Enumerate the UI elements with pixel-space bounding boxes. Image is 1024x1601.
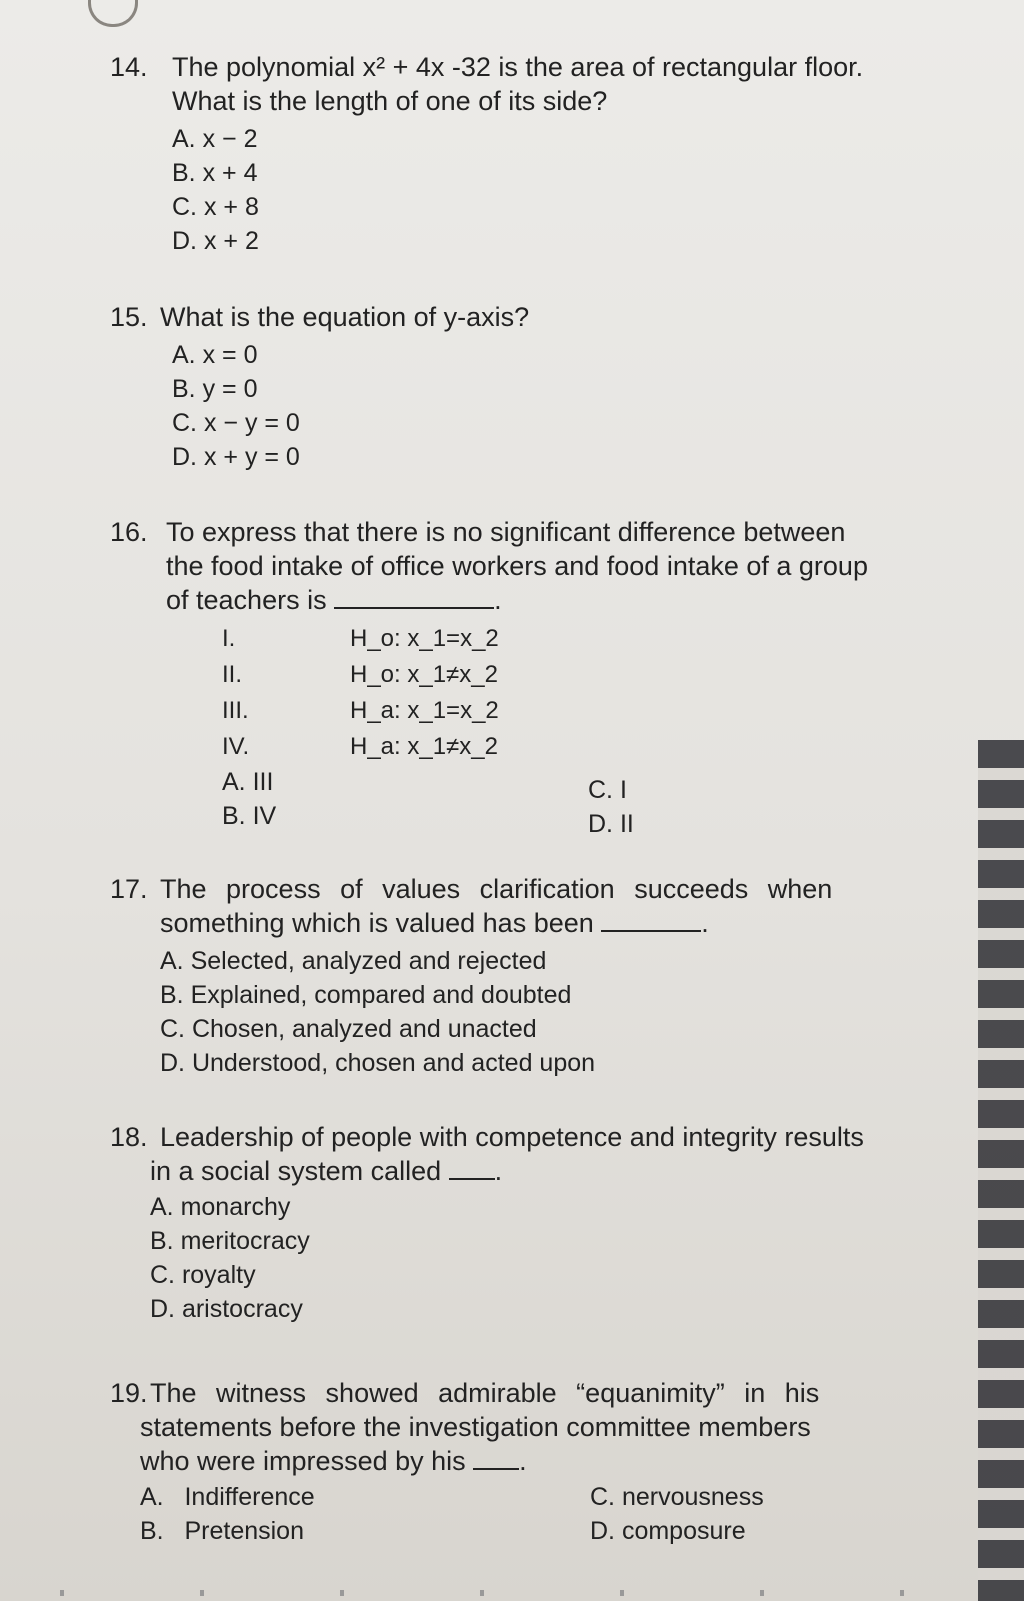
question-number: 18.	[110, 1122, 148, 1152]
option-a: A. Selected, analyzed and rejected	[160, 947, 547, 975]
question-stem-line-1: The polynomial x² + 4x -32 is the area of rectangular floor.	[172, 52, 864, 82]
question-stem-line-1: The witness showed admirable “equanimity” in his	[150, 1378, 820, 1408]
question-stem-line-1: Leadership of people with competence and integrity results	[160, 1122, 864, 1152]
binder-hole	[88, 0, 138, 27]
option-d: D. composure	[590, 1517, 746, 1545]
question-stem-line-2: statements before the investigation committee members	[140, 1412, 811, 1442]
option-b: B. Pretension	[140, 1517, 304, 1545]
option-c: C. x − y = 0	[172, 409, 300, 437]
question-number: 16.	[110, 517, 148, 547]
hypothesis-iv-text: H_a: x_1≠x_2	[350, 733, 498, 760]
question-number: 14.	[110, 52, 148, 82]
answer-blank	[334, 607, 494, 609]
option-a: A. Indifference	[140, 1483, 315, 1511]
option-b: B. Explained, compared and doubted	[160, 981, 572, 1009]
option-b: B. IV	[222, 802, 277, 830]
hypothesis-ii: II.	[222, 661, 243, 688]
hypothesis-ii-text: H_o: x_1≠x_2	[350, 661, 498, 688]
question-14	[110, 50, 990, 270]
answer-blank	[473, 1468, 519, 1470]
bottom-edge-marks	[60, 1590, 960, 1596]
option-a: A. x − 2	[172, 125, 258, 153]
option-b: B. y = 0	[172, 375, 258, 403]
hypothesis-i: I.	[222, 625, 236, 652]
question-16	[110, 515, 990, 838]
question-number: 15.	[110, 302, 148, 332]
hypothesis-iv: IV.	[222, 733, 250, 760]
option-c: C. I	[588, 776, 627, 804]
option-c: C. nervousness	[590, 1483, 764, 1511]
option-b: B. x + 4	[172, 159, 258, 187]
question-stem-line-3: who were impressed by his .	[140, 1446, 527, 1476]
hypothesis-iii: III.	[222, 697, 249, 724]
question-stem-line-1: The process of values clarification succeeds when	[160, 874, 833, 904]
question-stem-line-3: of teachers is .	[166, 585, 502, 615]
hypothesis-i-text: H_o: x_1=x_2	[350, 625, 499, 652]
question-number: 19.	[110, 1378, 148, 1408]
option-d: D. x + y = 0	[172, 443, 300, 471]
question-17	[110, 872, 990, 1082]
option-c: C. x + 8	[172, 193, 259, 221]
answer-blank	[601, 930, 701, 932]
option-c: C. royalty	[150, 1261, 256, 1289]
question-stem-line-2: What is the length of one of its side?	[172, 86, 608, 116]
option-d: D. II	[588, 810, 634, 838]
option-a: A. III	[222, 768, 274, 796]
question-number: 17.	[110, 874, 148, 904]
question-stem-line-1: What is the equation of y-axis?	[160, 302, 530, 332]
question-stem-line-2: in a social system called .	[150, 1156, 503, 1186]
option-d: D. x + 2	[172, 227, 259, 255]
question-stem-line-2: the food intake of office workers and food intake of a group	[166, 551, 868, 581]
question-stem-line-2: something which is valued has been .	[160, 908, 709, 938]
question-stem-line-1: To express that there is no significant difference between	[166, 517, 846, 547]
option-a: A. x = 0	[172, 341, 258, 369]
question-15	[110, 300, 990, 480]
hypothesis-iii-text: H_a: x_1=x_2	[350, 697, 499, 724]
option-d: D. aristocracy	[150, 1295, 303, 1323]
answer-blank	[449, 1178, 495, 1180]
option-b: B. meritocracy	[150, 1227, 310, 1255]
question-18	[110, 1120, 990, 1330]
option-c: C. Chosen, analyzed and unacted	[160, 1015, 537, 1043]
option-a: A. monarchy	[150, 1193, 291, 1221]
question-19	[110, 1376, 990, 1556]
option-d: D. Understood, chosen and acted upon	[160, 1049, 596, 1077]
